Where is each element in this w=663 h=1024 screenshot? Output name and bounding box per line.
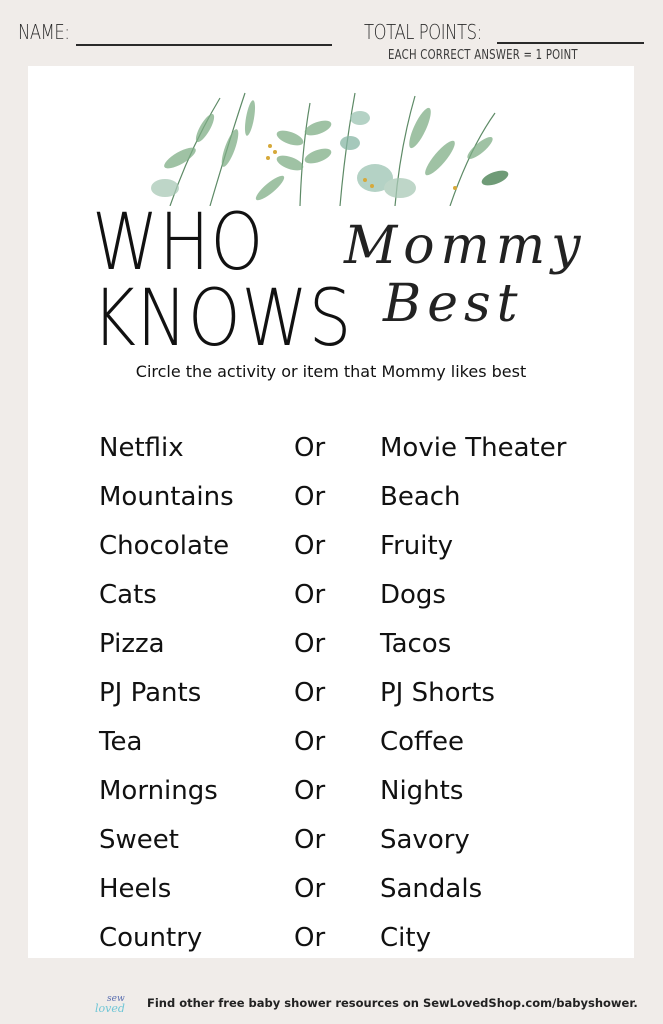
option-b[interactable]: City <box>380 923 431 953</box>
svg-text:loved: loved <box>95 1002 125 1015</box>
choice-row <box>99 820 629 869</box>
title-script-best: Best <box>383 274 524 334</box>
game-card <box>28 66 634 958</box>
footer <box>93 990 638 1016</box>
choice-row <box>99 477 629 526</box>
option-a[interactable]: Chocolate <box>99 531 230 561</box>
option-a[interactable]: Tea <box>99 727 143 757</box>
title-knows: KNOWS <box>92 274 353 364</box>
or-separator: Or <box>294 580 326 610</box>
option-a[interactable]: Cats <box>99 580 157 610</box>
choice-row <box>99 771 629 820</box>
option-a[interactable]: Pizza <box>99 629 165 659</box>
option-b[interactable]: Tacos <box>380 629 452 659</box>
choice-list <box>99 428 629 967</box>
option-a[interactable]: Mornings <box>99 776 218 806</box>
instruction-text: Circle the activity or item that Mommy likes best <box>135 362 527 381</box>
or-separator: Or <box>294 433 326 463</box>
or-separator: Or <box>294 874 326 904</box>
option-b[interactable]: Sandals <box>380 874 483 904</box>
option-b[interactable]: Coffee <box>380 727 464 757</box>
footer-resources-text[interactable]: Find other free baby shower resources on SewLovedShop.com/babyshower. <box>147 996 638 1010</box>
scoring-note: EACH CORRECT ANSWER = 1 POINT <box>388 48 578 63</box>
or-separator: Or <box>294 825 326 855</box>
choice-row <box>99 869 629 918</box>
option-b[interactable]: Fruity <box>380 531 454 561</box>
option-a[interactable]: Heels <box>99 874 172 904</box>
choice-row <box>99 428 629 477</box>
option-b[interactable]: Dogs <box>380 580 446 610</box>
title-script-mommy: Mommy <box>344 216 587 276</box>
or-separator: Or <box>294 727 326 757</box>
choice-row <box>99 918 629 967</box>
option-b[interactable]: PJ Shorts <box>380 678 495 708</box>
or-separator: Or <box>294 531 326 561</box>
option-b[interactable]: Beach <box>380 482 461 512</box>
total-points-label: TOTAL POINTS: <box>364 20 482 44</box>
or-separator: Or <box>294 923 326 953</box>
choice-row <box>99 722 629 771</box>
title-who: WHO <box>92 198 265 288</box>
total-points-field-line[interactable] <box>497 42 644 44</box>
choice-row <box>99 624 629 673</box>
option-a[interactable]: Country <box>99 923 203 953</box>
or-separator: Or <box>294 776 326 806</box>
choice-row <box>99 575 629 624</box>
option-b[interactable]: Savory <box>380 825 470 855</box>
or-separator: Or <box>294 678 326 708</box>
option-a[interactable]: Netflix <box>99 433 184 463</box>
choice-row <box>99 673 629 722</box>
option-b[interactable]: Nights <box>380 776 464 806</box>
choice-row <box>99 526 629 575</box>
option-b[interactable]: Movie Theater <box>380 433 567 463</box>
sewloved-logo-icon <box>93 991 133 1015</box>
option-a[interactable]: Mountains <box>99 482 234 512</box>
or-separator: Or <box>294 482 326 512</box>
name-field-line[interactable] <box>76 44 332 46</box>
option-a[interactable]: Sweet <box>99 825 179 855</box>
name-label: NAME: <box>18 20 70 44</box>
foliage-illustration <box>150 88 514 206</box>
option-a[interactable]: PJ Pants <box>99 678 202 708</box>
svg-text:sew: sew <box>107 994 125 1004</box>
or-separator: Or <box>294 629 326 659</box>
